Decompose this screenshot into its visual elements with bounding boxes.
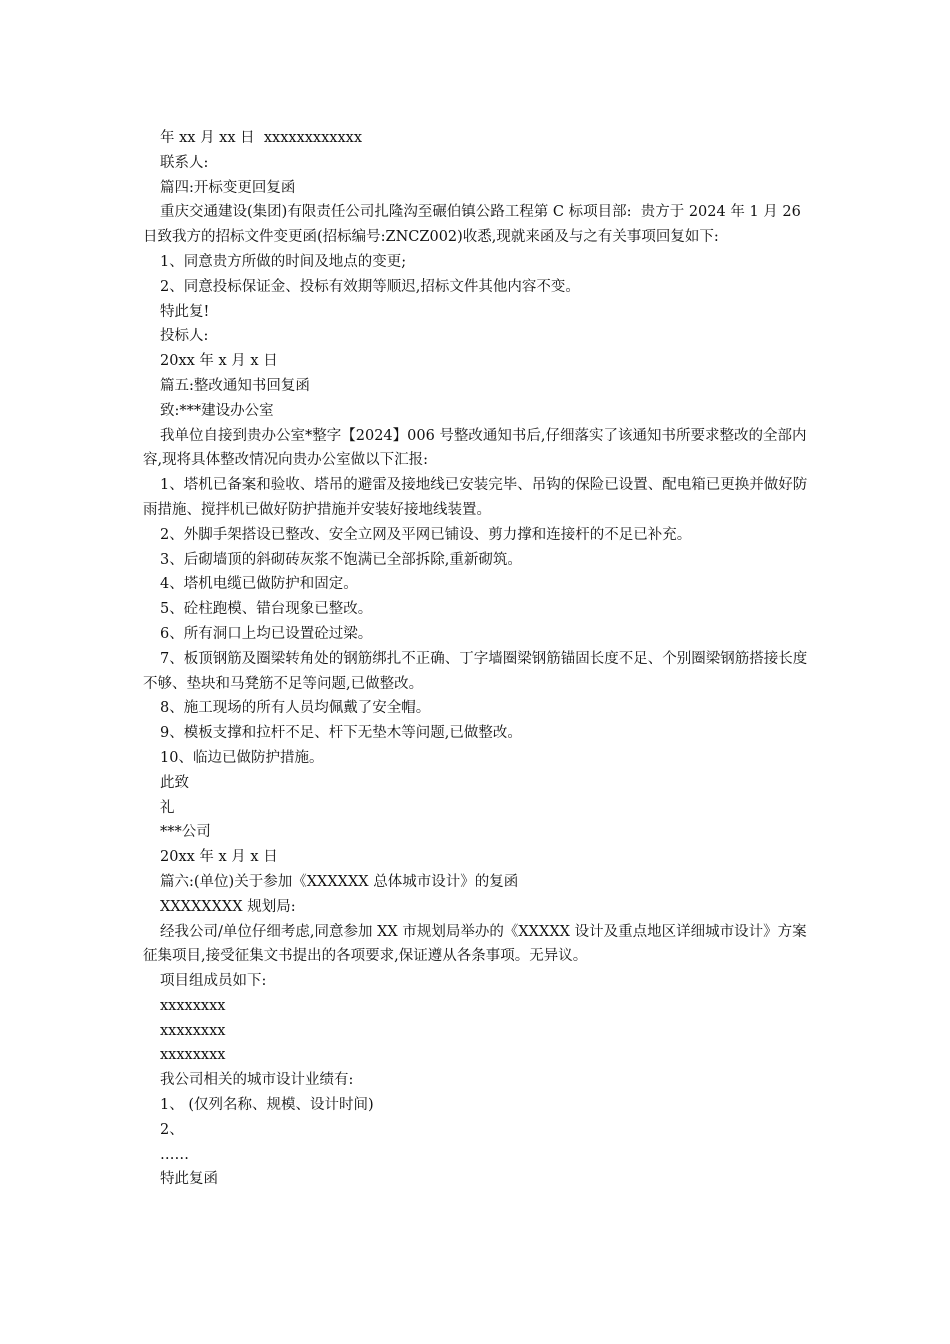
date-line: 20xx 年 x 月 x 日 bbox=[160, 353, 278, 370]
closing-line: 此致 bbox=[160, 774, 189, 791]
ellipsis-line: …… bbox=[160, 1146, 189, 1163]
list-item: 2、同意投标保证金、投标有效期等顺迟,招标文件其他内容不变。 bbox=[160, 278, 580, 295]
list-item: 3、后砌墙顶的斜砌砖灰浆不饱满已全部拆除,重新砌筑。 bbox=[160, 551, 522, 568]
section-four-heading: 篇四:开标变更回复函 bbox=[160, 179, 296, 196]
date-line: 20xx 年 x 月 x 日 bbox=[160, 849, 278, 866]
closing-line: 特此复函 bbox=[160, 1171, 218, 1188]
document-body bbox=[143, 126, 813, 1192]
list-item: 1、 (仅列名称、规模、设计时间) bbox=[160, 1097, 374, 1114]
addressee-line: XXXXXXXX 规划局: bbox=[160, 898, 296, 915]
list-item: 2、 bbox=[160, 1121, 184, 1138]
section-five-heading: 篇五:整改通知书回复函 bbox=[160, 377, 310, 394]
list-item: 1、同意贵方所做的时间及地点的变更; bbox=[160, 253, 407, 270]
addressee-line: 致:***建设办公室 bbox=[160, 402, 274, 419]
closing-line: 特此复! bbox=[160, 303, 210, 320]
list-item: 6、所有洞口上均已设置砼过梁。 bbox=[160, 625, 373, 642]
paragraph: 重庆交通建设(集团)有限责任公司扎隆沟至碾伯镇公路工程第 C 标项目部: 贵方于 2024 年 1 月 26 日致我方的招标文件变更函(招标编号:ZNCZ002)收悉,现就来函及与之有关事项回复如下: bbox=[143, 204, 806, 246]
list-item: 2、外脚手架搭设已整改、安全立网及平网已铺设、剪力撑和连接杆的不足已补充。 bbox=[160, 526, 692, 543]
list-item: xxxxxxxx bbox=[160, 997, 226, 1014]
bidder-label: 投标人: bbox=[160, 328, 209, 345]
paragraph: 经我公司/单位仔细考虑,同意参加 XX 市规划局举办的《XXXXX 设计及重点地区详细城市设计》方案征集项目,接受征集文书提出的各项要求,保证遵从各条事项。无异议。 bbox=[143, 923, 807, 965]
list-item: 7、板顶钢筋及圈梁转角处的钢筋绑扎不正确、丁字墙圈梁钢筋锚固长度不足、个别圈梁钢筋搭接长度不够、垫块和马凳筋不足等问题,已做整改。 bbox=[143, 650, 808, 692]
team-members-label: 项目组成员如下: bbox=[160, 973, 267, 990]
list-item: 8、施工现场的所有人员均佩戴了安全帽。 bbox=[160, 700, 431, 717]
section-six-heading: 篇六:(单位)关于参加《XXXXXX 总体城市设计》的复函 bbox=[160, 873, 519, 890]
closing-line: 礼 bbox=[160, 799, 175, 816]
list-item: 9、模板支撑和拉杆不足、杆下无垫木等问题,已做整改。 bbox=[160, 725, 522, 742]
list-item: 4、塔机电缆已做防护和固定。 bbox=[160, 576, 358, 593]
paragraph: 我单位自接到贵办公室*整字【2024】006 号整改通知书后,仔细落实了该通知书所要求整改的全部内容,现将具体整改情况向贵办公室做以下汇报: bbox=[143, 427, 807, 469]
date-contact-line: 年 xx 月 xx 日 xxxxxxxxxxxx bbox=[160, 130, 362, 146]
list-item: xxxxxxxx bbox=[160, 1047, 226, 1064]
list-item: 5、砼柱跑模、错台现象已整改。 bbox=[160, 601, 373, 618]
contact-person-label: 联系人: bbox=[160, 154, 209, 171]
achievements-label: 我公司相关的城市设计业绩有: bbox=[160, 1072, 354, 1089]
list-item: 10、临边已做防护措施。 bbox=[160, 749, 324, 766]
list-item: 1、塔机已备案和验收、塔吊的避雷及接地线已安装完毕、吊钩的保险已设置、配电箱已更换并做好防雨措施、搅拌机已做好防护措施并安装好接地线装置。 bbox=[143, 477, 808, 518]
signature-line: ***公司 bbox=[160, 824, 211, 841]
list-item: xxxxxxxx bbox=[160, 1022, 226, 1039]
